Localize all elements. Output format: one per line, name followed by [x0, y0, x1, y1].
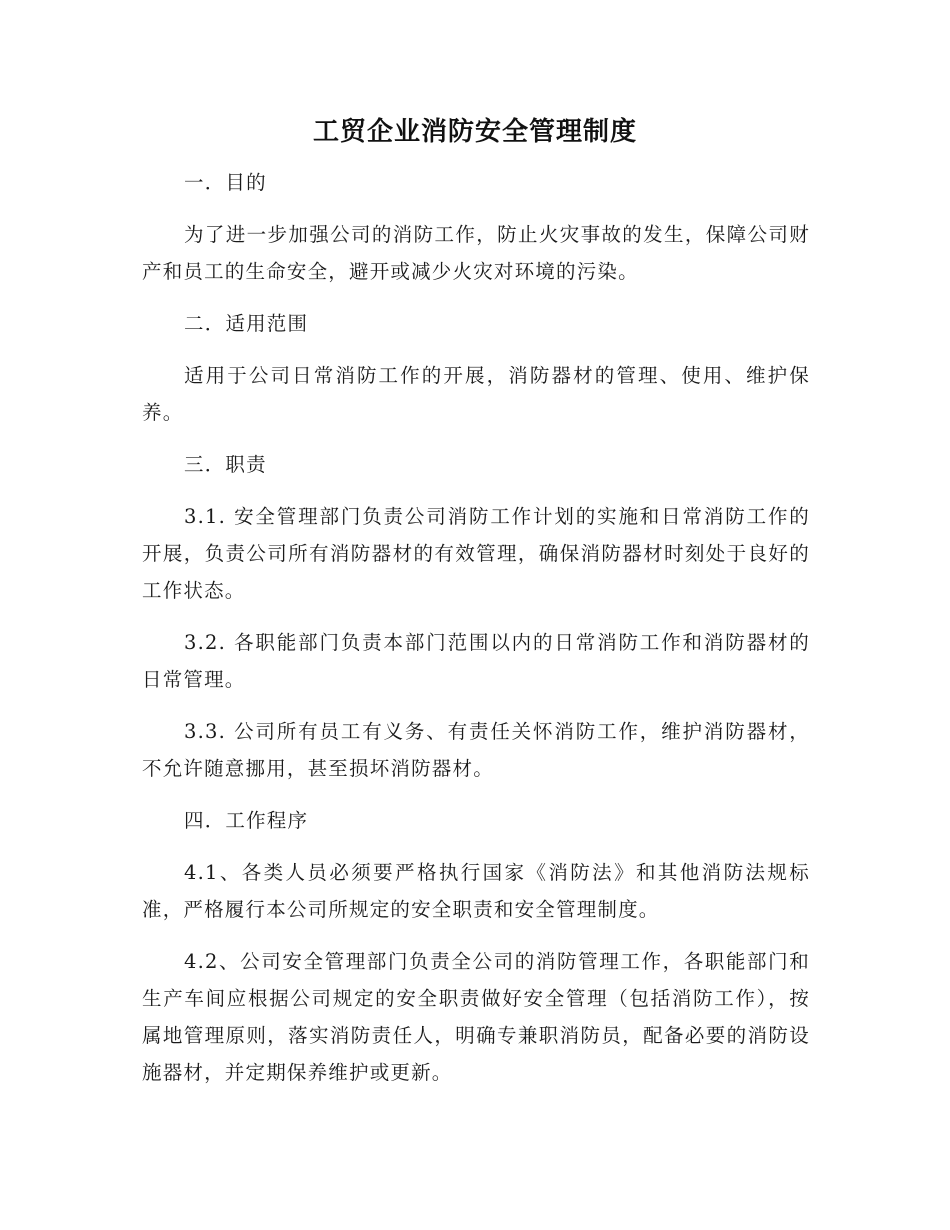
section-responsibilities	[142, 446, 810, 787]
section-heading: 二．适用范围	[184, 312, 309, 335]
section-procedures	[142, 802, 810, 1091]
section-purpose	[142, 164, 810, 290]
section-heading: 一．目的	[184, 171, 267, 194]
paragraph: 3.2. 各职能部门负责本部门范围以内的日常消防工作和消防器材的日常管理。	[142, 631, 810, 691]
paragraph: 3.1. 安全管理部门负责公司消防工作计划的实施和日常消防工作的开展，负责公司所有消防器材的有效管理，确保消防器材时刻处于良好的工作状态。	[142, 505, 810, 602]
paragraph: 3.3. 公司所有员工有义务、有责任关怀消防工作，维护消防器材，不允许随意挪用，甚至损坏消防器材。	[142, 720, 810, 780]
paragraph: 为了进一步加强公司的消防工作，防止火灾事故的发生，保障公司财产和员工的生命安全，避开或减少火灾对环境的污染。	[142, 223, 810, 283]
document-body	[142, 164, 810, 1106]
section-heading: 四．工作程序	[184, 809, 309, 832]
paragraph: 4.1、各类人员必须要严格执行国家《消防法》和其他消防法规标准，严格履行本公司所规定的安全职责和安全管理制度。	[142, 861, 810, 921]
paragraph: 适用于公司日常消防工作的开展，消防器材的管理、使用、维护保养。	[142, 364, 810, 424]
document-title: 工贸企业消防安全管理制度	[312, 117, 637, 147]
section-scope	[142, 305, 810, 431]
paragraph: 4.2、公司安全管理部门负责全公司的消防管理工作，各职能部门和生产车间应根据公司规定的安全职责做好安全管理（包括消防工作），按属地管理原则，落实消防责任人，明确专兼职消防员，配备必要的消防设施器材，并定期保养维护或更新。	[142, 950, 810, 1084]
section-heading: 三．职责	[184, 453, 267, 476]
